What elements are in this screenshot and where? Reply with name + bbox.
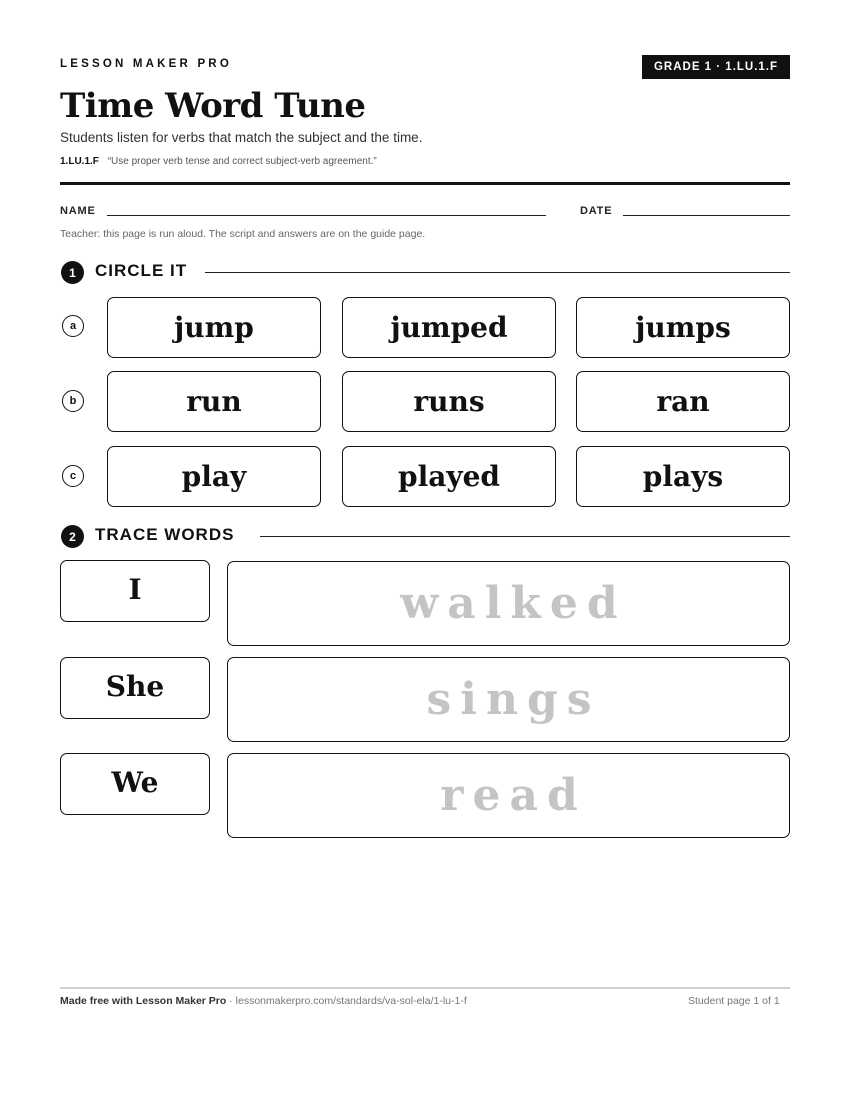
row-letter-a: a (62, 315, 84, 337)
subject-we: We (60, 753, 210, 815)
choice-plays[interactable]: plays (576, 446, 790, 507)
choice-runs[interactable]: runs (342, 371, 556, 432)
footer-separator: · (226, 995, 236, 1007)
section-1-title: CIRCLE IT (95, 261, 188, 280)
standard-line (60, 156, 377, 167)
trace-word-read[interactable]: read (227, 753, 790, 838)
standard-text: “Use proper verb tense and correct subject-verb agreement.” (107, 156, 377, 167)
row-letter-b: b (62, 390, 84, 412)
section-2-number: 2 (61, 525, 84, 548)
footer-made-with: Made free with Lesson Maker Pro (60, 995, 227, 1007)
section-2-title: TRACE WORDS (95, 525, 235, 544)
row-letter-c: c (62, 465, 84, 487)
choice-play[interactable]: play (107, 446, 321, 507)
footer-divider (60, 987, 790, 989)
page-subtitle: Students listen for verbs that match the subject and the time. (60, 130, 423, 145)
section-2-rule (260, 536, 790, 537)
teacher-note: Teacher: this page is run aloud. The script and answers are on the guide page. (60, 228, 426, 240)
date-field[interactable] (623, 215, 790, 216)
choice-run[interactable]: run (107, 371, 321, 432)
footer-url[interactable]: lessonmakerpro.com/standards/va-sol-ela/1-lu-1-f (235, 995, 467, 1007)
trace-word-walked[interactable]: walked (227, 561, 790, 646)
subject-i: I (60, 560, 210, 622)
name-field[interactable] (107, 215, 546, 216)
choice-jump[interactable]: jump (107, 297, 321, 358)
brand-name: LESSON MAKER PRO (60, 58, 232, 70)
section-1-number: 1 (61, 261, 84, 284)
footer-credit (60, 995, 467, 1007)
subject-she: She (60, 657, 210, 719)
choice-played[interactable]: played (342, 446, 556, 507)
choice-jumps[interactable]: jumps (576, 297, 790, 358)
trace-word-sings[interactable]: sings (227, 657, 790, 742)
choice-jumped[interactable]: jumped (342, 297, 556, 358)
standard-code: 1.LU.1.F (60, 156, 99, 167)
choice-ran[interactable]: ran (576, 371, 790, 432)
date-label: DATE (580, 205, 613, 217)
header-divider (60, 182, 790, 185)
grade-badge: GRADE 1 · 1.LU.1.F (642, 55, 790, 79)
page-title: Time Word Tune (60, 86, 366, 126)
name-label: NAME (60, 205, 96, 217)
page-counter: Student page 1 of 1 (688, 995, 780, 1007)
section-1-rule (205, 272, 790, 273)
